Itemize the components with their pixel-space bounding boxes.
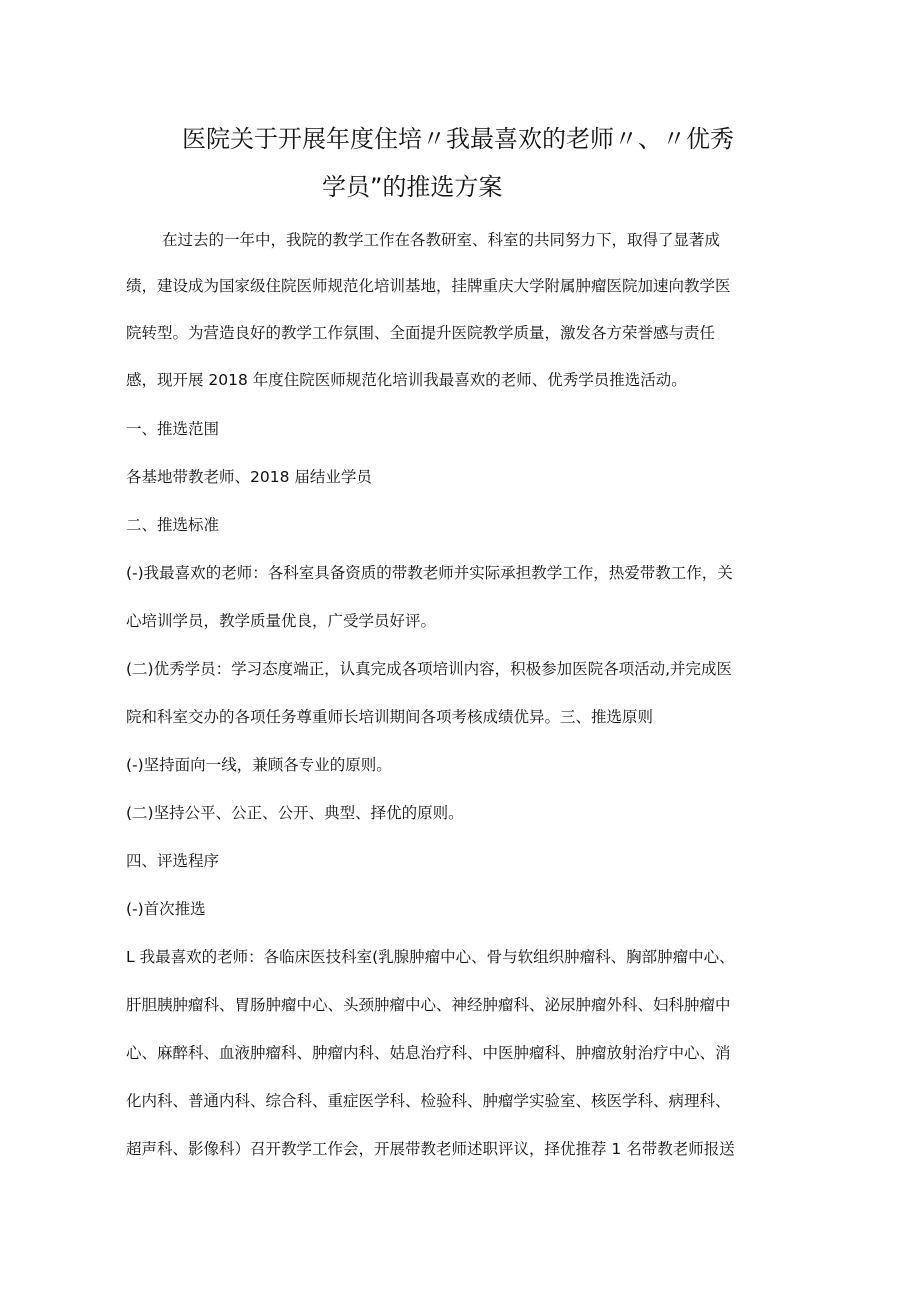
section-heading-criteria: 二、推选标准 [126,516,220,534]
paragraph-intro-line: 绩，建设成为国家级住院医师规范化培训基地，挂牌重庆大学附属肿瘤医院加速向教学医 [126,277,731,295]
document-title-line-1: 医院关于开展年度住培〃我最喜欢的老师〃、〃优秀 [182,125,734,153]
paragraph-procedure-line: 心、麻醉科、血液肿瘤科、肿瘤内科、姑息治疗科、中医肿瘤科、肿瘤放射治疗中心、消 [126,1044,731,1062]
paragraph-criteria-teacher: 心培训学员，教学质量优良，广受学员好评。 [126,612,437,630]
paragraph-principle-2: (二)坚持公平、公正、公开、典型、择优的原则。 [126,804,464,822]
paragraph-intro-line: 在过去的一年中，我院的教学工作在各教研室、科室的共同努力下，取得了显著成 [162,231,721,249]
paragraph-procedure-line: 肝胆胰肿瘤科、胃肠肿瘤中心、头颈肿瘤中心、神经肿瘤科、泌尿肿瘤外科、妇科肿瘤中 [126,996,731,1014]
paragraph-procedure-line: 超声科、影像科）召开教学工作会，开展带教老师述职评议，择优推荐 1 名带教老师报送 [126,1140,735,1158]
paragraph-intro-line: 院转型。为营造良好的教学工作氛围、全面提升医院教学质量，激发各方荣誉感与责任 [126,324,716,342]
paragraph-criteria-teacher: (-)我最喜欢的老师：各科室具备资质的带教老师并实际承担教学工作，热爱带教工作，关 [126,564,733,582]
document-title-line-2: 学员”的推选方案 [322,173,503,201]
paragraph-criteria-student: 院和科室交办的各项任务尊重师长培训期间各项考核成绩优异。三、推选原则 [126,708,654,726]
subsection-heading-first-round: (-)首次推选 [126,900,206,918]
paragraph-scope: 各基地带教老师、2018 届结业学员 [126,468,372,486]
section-heading-procedure: 四、评选程序 [126,852,220,870]
paragraph-procedure-line: L 我最喜欢的老师：各临床医技科室(乳腺肿瘤中心、骨与软组织肿瘤科、胸部肿瘤中心、 [126,948,735,966]
paragraph-procedure-line: 化内科、普通内科、综合科、重症医学科、检验科、肿瘤学实验室、核医学科、病理科、 [126,1092,731,1110]
paragraph-principle-1: (-)坚持面向一线，兼顾各专业的原则。 [126,756,392,774]
section-heading-scope: 一、推选范围 [126,420,220,438]
paragraph-intro-line: 感，现开展 2018 年度住院医师规范化培训我最喜欢的老师、优秀学员推选活动。 [126,371,687,389]
paragraph-criteria-student: (二)优秀学员：学习态度端正，认真完成各项培训内容，积极参加医院各项活动,并完成医 [126,660,733,678]
